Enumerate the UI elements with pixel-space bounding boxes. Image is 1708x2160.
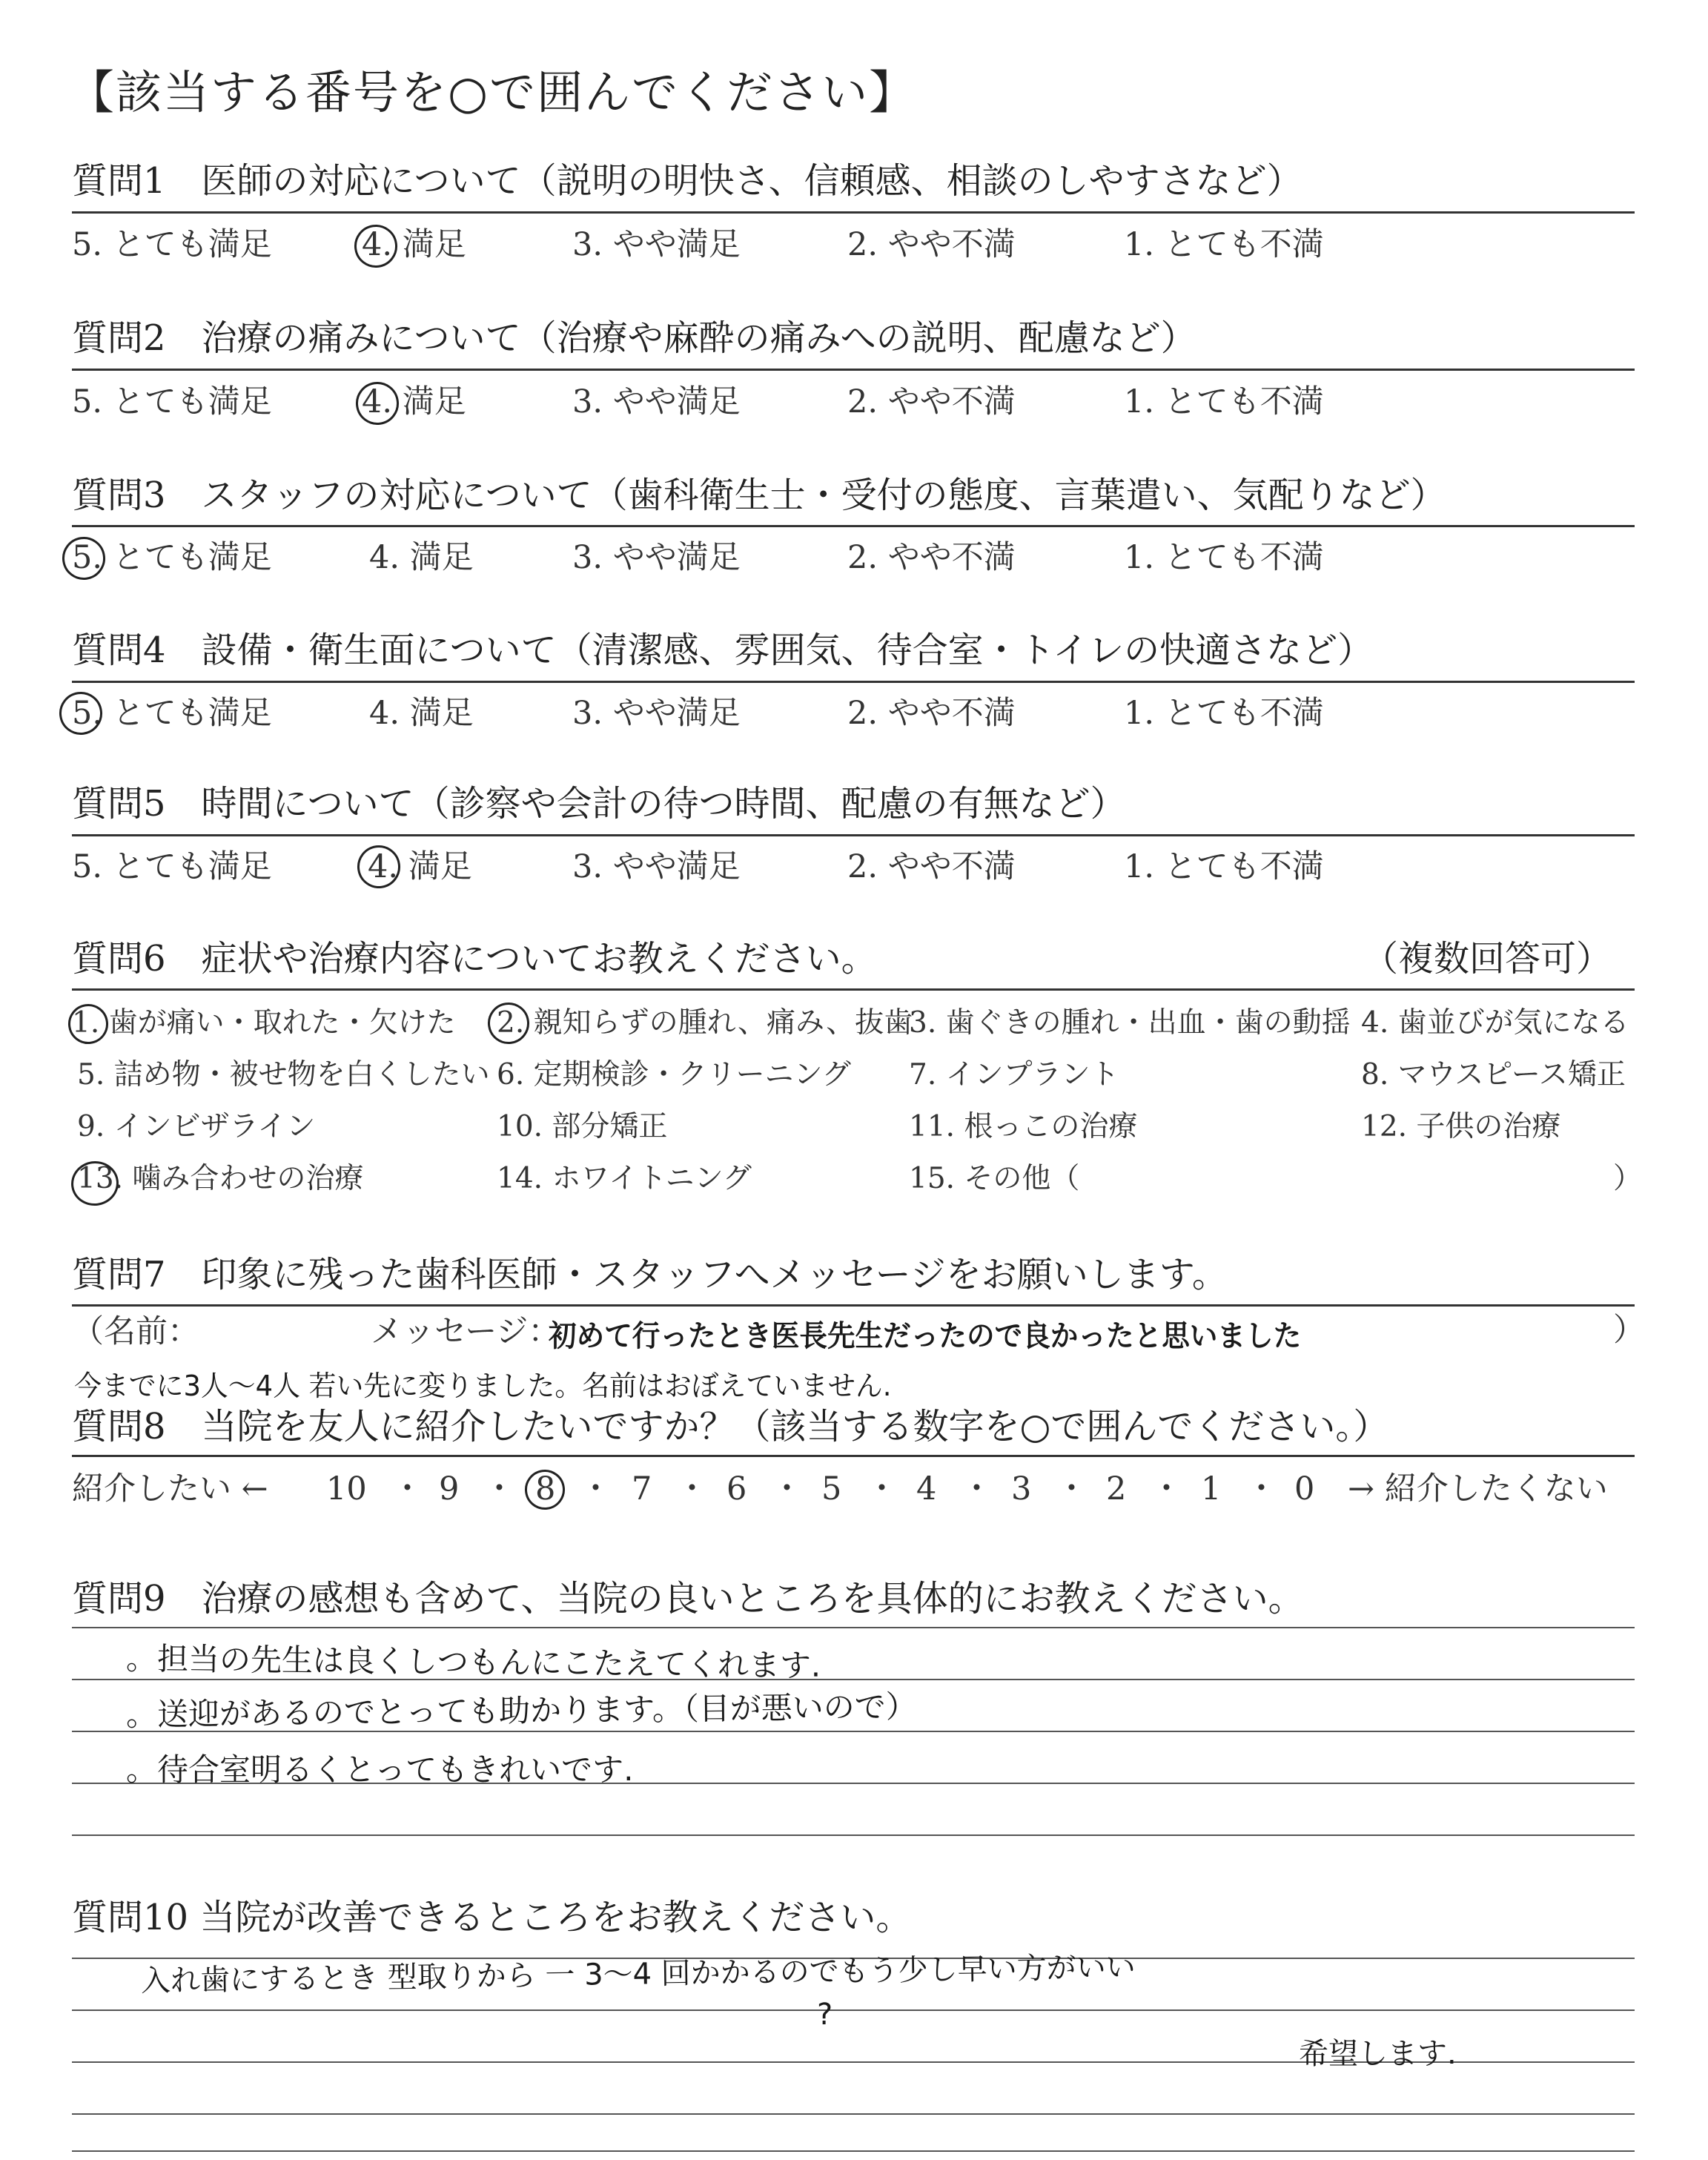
q6-option-3[interactable]: 3. 歯ぐきの腫れ・出血・歯の動揺 (909, 1006, 1351, 1040)
q2-option-3[interactable]: 3. やや満足 (572, 383, 741, 420)
q8-dot: ・ (961, 1470, 993, 1507)
q8-score-9[interactable]: 9 (439, 1470, 460, 1507)
q5-option-1[interactable]: 1. とても不満 (1124, 848, 1324, 885)
question-4-rule (72, 681, 1635, 683)
q10-handwritten-question-mark: ? (817, 1998, 833, 2032)
q3-option-4[interactable]: 4. 満足 (369, 539, 474, 576)
q7-close-paren: ） (1613, 1312, 1645, 1349)
question-8-title: 質問8 当院を友人に紹介したいですか？（該当する数字を○で囲んでください。） (72, 1406, 1389, 1447)
q6-option-7[interactable]: 7. インプラント (909, 1058, 1119, 1091)
q6-option-4[interactable]: 4. 歯並びが気になる (1361, 1006, 1629, 1040)
q10-answer-line (72, 2113, 1635, 2115)
page-title: 【該当する番号を○で囲んでください】 (68, 65, 917, 119)
q4-option-1[interactable]: 1. とても不満 (1124, 695, 1324, 732)
q3-option-2[interactable]: 2. やや不満 (847, 539, 1016, 576)
q6-option-11[interactable]: 11. 根っこの治療 (909, 1110, 1138, 1143)
q6-option-15[interactable]: 15. その他（ (909, 1162, 1080, 1195)
q8-score-0[interactable]: 0 (1294, 1470, 1315, 1507)
q8-dot: ・ (676, 1470, 708, 1507)
q10-answer-line (72, 2009, 1635, 2011)
q5-option-5[interactable]: 5. とても満足 (72, 848, 272, 885)
q4-option-5[interactable]: 5. とても満足 (72, 695, 272, 732)
q5-option-2[interactable]: 2. やや不満 (847, 848, 1016, 885)
q8-dot: ・ (771, 1470, 803, 1507)
q2-option-5[interactable]: 5. とても満足 (72, 383, 272, 420)
q6-option-12[interactable]: 12. 子供の治療 (1361, 1110, 1561, 1143)
q8-left-label: 紹介したい ← (72, 1470, 268, 1507)
q5-option-3[interactable]: 3. やや満足 (572, 848, 741, 885)
q8-score-5[interactable]: 5 (821, 1470, 842, 1507)
q9-handwritten-answer-2: 。送迎があるのでとっても助かります。（目が悪いので） (125, 1688, 918, 1733)
q8-score-6[interactable]: 6 (726, 1470, 747, 1507)
question-6-title: 質問6 症状や治療内容についてお教えください。 (72, 938, 877, 980)
q8-dot: ・ (866, 1470, 898, 1507)
q6-option-9[interactable]: 9. インビザライン (77, 1110, 316, 1143)
q6-option-8[interactable]: 8. マウスピース矯正 (1361, 1058, 1626, 1091)
q7-message-label: メッセージ： (371, 1313, 560, 1350)
q1-option-5[interactable]: 5. とても満足 (72, 226, 272, 263)
question-4-title: 質問4 設備・衛生面について（清潔感、雰囲気、待合室・トイレの快適さなど） (72, 630, 1374, 671)
q2-option-2[interactable]: 2. やや不満 (847, 383, 1016, 420)
q8-dot: ・ (1056, 1470, 1088, 1507)
q4-option-4[interactable]: 4. 満足 (369, 695, 474, 732)
question-5-title: 質問5 時間について（診察や会計の待つ時間、配慮の有無など） (72, 783, 1126, 825)
q3-option-3[interactable]: 3. やや満足 (572, 539, 741, 576)
q6-option-6[interactable]: 6. 定期検診・クリーニング (497, 1058, 851, 1091)
q2-option-1[interactable]: 1. とても不満 (1124, 383, 1324, 420)
q8-dot: ・ (391, 1470, 423, 1507)
q6-option-14[interactable]: 14. ホワイトニング (497, 1162, 752, 1195)
q1-option-4[interactable]: 4. 満足 (362, 226, 466, 263)
q6-option-2[interactable]: 2. 親知らずの腫れ、痛み、抜歯 (497, 1006, 913, 1040)
q4-option-3[interactable]: 3. やや満足 (572, 695, 741, 732)
q10-answer-line (72, 2150, 1635, 2152)
q10-handwritten-answer-line1: 入れ歯にするとき 型取りから 一 3〜4 回かかるのでもう少し早い方がいい (140, 1950, 1136, 1998)
q6-option-13[interactable]: 13. 噛み合わせの治療 (77, 1162, 364, 1195)
q8-score-2[interactable]: 2 (1106, 1470, 1127, 1507)
question-2-title: 質問2 治療の痛みについて（治療や麻酔の痛みへの説明、配慮など） (72, 317, 1196, 359)
q6-option-5[interactable]: 5. 詰め物・被せ物を白くしたい (77, 1058, 490, 1091)
q9-handwritten-answer-3: 。待合室明るくとってもきれいです. (126, 1751, 634, 1788)
question-7-rule (72, 1304, 1635, 1307)
q8-score-1[interactable]: 1 (1201, 1470, 1222, 1507)
q8-dot: ・ (1151, 1470, 1182, 1507)
q1-option-2[interactable]: 2. やや不満 (847, 226, 1016, 263)
q5-option-4[interactable]: 4. 満足 (368, 848, 472, 885)
q9-answer-line (72, 1834, 1635, 1836)
q3-option-1[interactable]: 1. とても不満 (1124, 539, 1324, 576)
question-3-title: 質問3 スタッフの対応について（歯科衛生士・受付の態度、言葉遣い、気配りなど） (72, 475, 1446, 516)
question-6-rule (72, 988, 1635, 991)
question-5-rule (72, 834, 1635, 836)
question-10-title: 質問10 当院が改善できるところをお教えください。 (72, 1897, 912, 1938)
question-7-title: 質問7 印象に残った歯科医師・スタッフへメッセージをお願いします。 (72, 1254, 1228, 1295)
q8-dot: ・ (1245, 1470, 1277, 1507)
q4-option-2[interactable]: 2. やや不満 (847, 695, 1016, 732)
q9-handwritten-answer-1: 。担当の先生は良くしつもんにこたえてくれます. (125, 1640, 821, 1684)
question-2-rule (72, 369, 1635, 371)
question-6-note: （複数回答可） (1363, 938, 1612, 980)
q9-answer-line (72, 1627, 1635, 1628)
q8-selection-circle (523, 1467, 568, 1513)
question-1-title: 質問1 医師の対応について（説明の明快さ、信頼感、相談のしやすさなど） (72, 160, 1302, 202)
q7-handwritten-message-line1: 初めて行ったとき医長先生だったので良かったと思いました (549, 1319, 1302, 1353)
q8-score-7[interactable]: 7 (632, 1470, 652, 1507)
q8-score-3[interactable]: 3 (1011, 1470, 1032, 1507)
question-1-rule (72, 211, 1635, 214)
q2-option-4[interactable]: 4. 満足 (362, 383, 466, 420)
q8-dot: ・ (580, 1470, 612, 1507)
q10-handwritten-answer-line2: 希望します. (1299, 2037, 1457, 2071)
q1-option-1[interactable]: 1. とても不満 (1124, 226, 1324, 263)
q8-score-8[interactable]: 8 (535, 1470, 556, 1507)
q6-option-1[interactable]: 1. 歯が痛い・取れた・欠けた (72, 1006, 456, 1040)
question-3-rule (72, 525, 1635, 527)
question-8-rule (72, 1455, 1635, 1457)
q7-handwritten-message-line2: 今までに3人〜4人 若い先に変りました。名前はおぼえていません. (74, 1370, 892, 1402)
q8-score-4[interactable]: 4 (916, 1470, 937, 1507)
q3-option-5[interactable]: 5. とても満足 (72, 539, 272, 576)
q8-right-label: → 紹介したくない (1348, 1470, 1608, 1507)
q8-dot: ・ (483, 1470, 515, 1507)
q8-score-10[interactable]: 10 (326, 1470, 367, 1507)
q7-name-label: （名前： (72, 1313, 199, 1350)
question-9-title: 質問9 治療の感想も含めて、当院の良いところを具体的にお教えください。 (72, 1578, 1304, 1619)
q1-option-3[interactable]: 3. やや満足 (572, 226, 741, 263)
q6-option-10[interactable]: 10. 部分矯正 (497, 1110, 668, 1143)
q6-other-close-paren: ） (1613, 1162, 1643, 1195)
